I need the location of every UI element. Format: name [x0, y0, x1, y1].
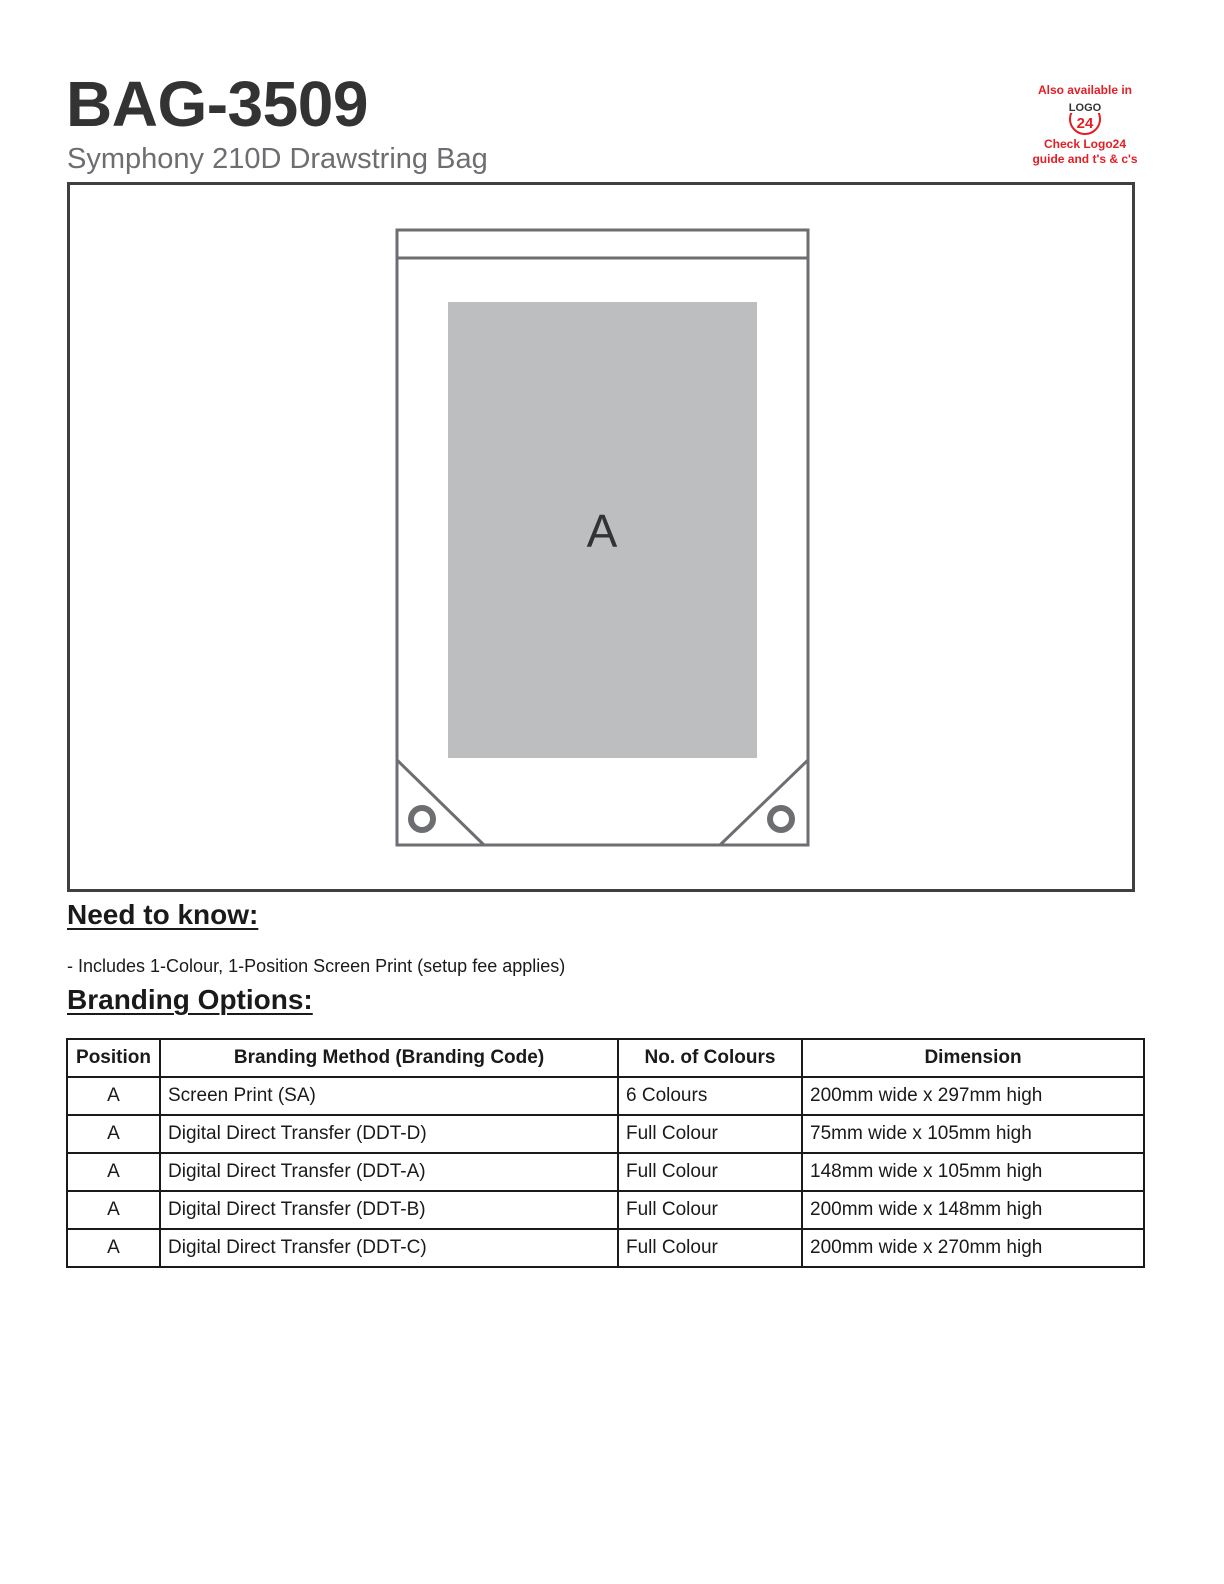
cell-dimension: 75mm wide x 105mm high	[802, 1115, 1144, 1153]
cell-position: A	[67, 1229, 160, 1267]
print-area-label: A	[586, 505, 618, 557]
cell-dimension: 200mm wide x 270mm high	[802, 1229, 1144, 1267]
cell-position: A	[67, 1153, 160, 1191]
table-row	[67, 1153, 1144, 1191]
logo24-check-text: Check Logo24	[1043, 137, 1127, 151]
need-to-know-heading: Need to know:	[67, 899, 259, 930]
cell-branding-method: Digital Direct Transfer (DDT-A)	[160, 1153, 618, 1191]
branding-options-heading: Branding Options:	[67, 984, 313, 1015]
logo24-word: LOGO	[1068, 102, 1102, 114]
column-header-dimension: Dimension	[802, 1039, 1144, 1077]
cell-colours: 6 Colours	[618, 1077, 802, 1115]
product-name: Symphony 210D Drawstring Bag	[67, 143, 488, 175]
product-drawing-frame	[67, 182, 1135, 892]
cell-branding-method: Digital Direct Transfer (DDT-C)	[160, 1229, 618, 1267]
cell-colours: Full Colour	[618, 1191, 802, 1229]
cell-colours: Full Colour	[618, 1153, 802, 1191]
cell-dimension: 148mm wide x 105mm high	[802, 1153, 1144, 1191]
drawstring-bag-drawing	[70, 185, 1132, 889]
cell-position: A	[67, 1191, 160, 1229]
cell-branding-method: Digital Direct Transfer (DDT-B)	[160, 1191, 618, 1229]
column-header-position: Position	[67, 1039, 160, 1077]
need-to-know-note: - Includes 1-Colour, 1-Position Screen Print (setup fee applies)	[67, 956, 566, 976]
cell-position: A	[67, 1115, 160, 1153]
table-header-row	[67, 1039, 1144, 1077]
right-eyelet-icon	[770, 808, 792, 830]
cell-colours: Full Colour	[618, 1115, 802, 1153]
column-header-branding-method: Branding Method (Branding Code)	[160, 1039, 618, 1077]
logo24-availability-text: Also available in	[1037, 83, 1133, 97]
branding-options-table	[66, 1038, 1145, 1268]
logo24-number: 24	[1076, 115, 1094, 132]
table-row	[67, 1077, 1144, 1115]
cell-dimension: 200mm wide x 148mm high	[802, 1191, 1144, 1229]
table-row	[67, 1229, 1144, 1267]
cell-dimension: 200mm wide x 297mm high	[802, 1077, 1144, 1115]
left-eyelet-icon	[411, 808, 433, 830]
cell-colours: Full Colour	[618, 1229, 802, 1267]
drawstring-channel	[397, 230, 808, 258]
cell-branding-method: Screen Print (SA)	[160, 1077, 618, 1115]
logo24-icon	[1018, 97, 1152, 137]
column-header-colours: No. of Colours	[618, 1039, 802, 1077]
product-code: BAG-3509	[66, 68, 368, 140]
table-row	[67, 1191, 1144, 1229]
table-row	[67, 1115, 1144, 1153]
logo24-terms-text: guide and t's & c's	[1032, 152, 1138, 166]
cell-position: A	[67, 1077, 160, 1115]
cell-branding-method: Digital Direct Transfer (DDT-D)	[160, 1115, 618, 1153]
logo24-badge	[1018, 83, 1152, 173]
